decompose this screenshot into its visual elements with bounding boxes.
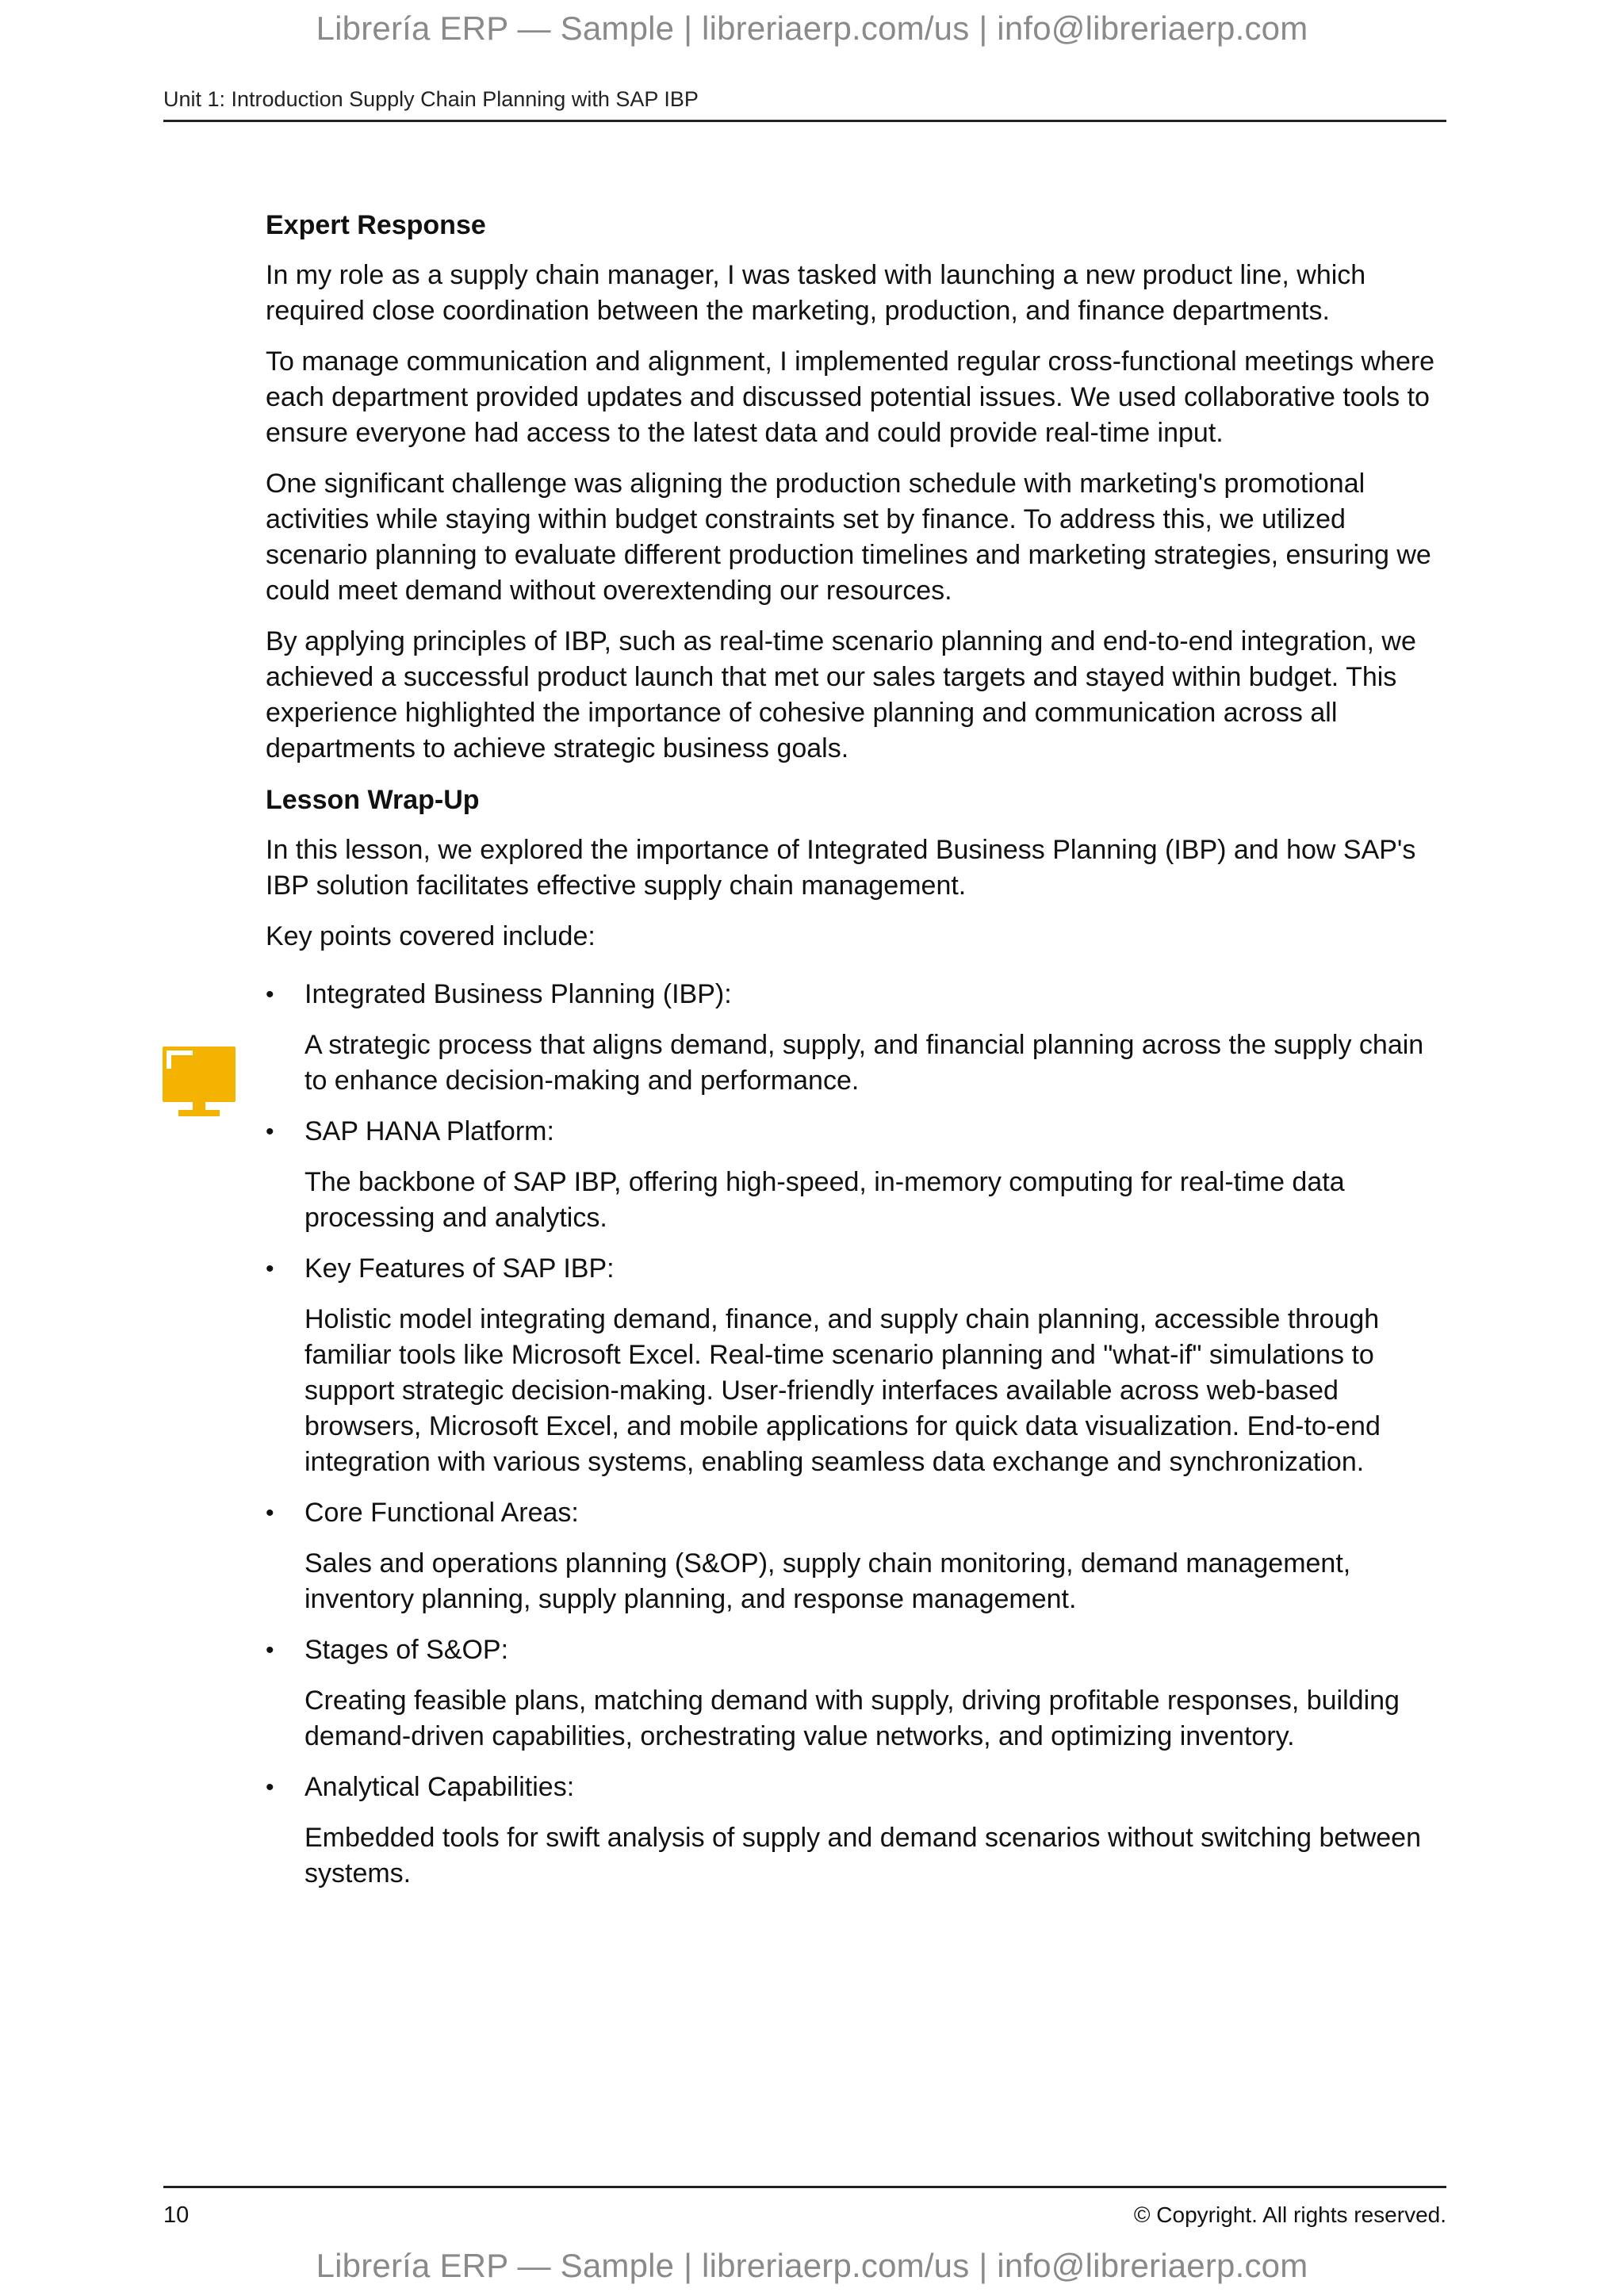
key-point-title: Analytical Capabilities: (304, 1772, 575, 1802)
key-point-description: Sales and operations planning (S&OP), supply chain monitoring, demand management, inventory planning, supply planning, and response management. (304, 1548, 1351, 1614)
list-item (266, 1770, 1447, 1892)
key-point-title: Key Features of SAP IBP: (304, 1253, 615, 1284)
wrap-up-intro: In this lesson, we explored the importance of Integrated Business Planning (IBP) and how SAP's IBP solution facilitates effective supply chain management. (266, 835, 1416, 901)
bullet: • (266, 1500, 274, 1526)
monitor-icon (161, 1045, 237, 1121)
key-points-list (266, 977, 1447, 1892)
key-point-description: The backbone of SAP IBP, offering high-speed, in-memory computing for real-time data processing and analytics. (304, 1167, 1345, 1233)
copyright-notice: © Copyright. All rights reserved. (1133, 2202, 1446, 2227)
list-item (266, 1495, 1447, 1617)
footer-divider (163, 2186, 1446, 2188)
bullet: • (266, 982, 274, 1008)
key-point-title: Core Functional Areas: (304, 1498, 579, 1528)
key-point-title: Integrated Business Planning (IBP): (304, 979, 732, 1009)
bullet: • (266, 1637, 274, 1663)
key-point-description: A strategic process that aligns demand, supply, and financial planning across the supply chain to enhance decision-making and performance. (304, 1030, 1424, 1096)
key-point-title: SAP HANA Platform: (304, 1116, 554, 1146)
bullet: • (266, 1119, 274, 1145)
key-point-title: Stages of S&OP: (304, 1635, 509, 1665)
expert-response-paragraph: To manage communication and alignment, I implemented regular cross-functional meetings where each department provided updates and discussed potential issues. We used collaborative tools to ensure everyone had access to the latest data and could provide real-time input. (266, 346, 1435, 448)
key-point-description: Creating feasible plans, matching demand with supply, driving profitable responses, building demand-driven capabilities, orchestrating value networks, and optimizing inventory. (304, 1686, 1400, 1751)
header-divider (163, 120, 1446, 122)
expert-response-heading: Expert Response (266, 210, 486, 240)
key-point-description: Holistic model integrating demand, finance, and supply chain planning, accessible through familiar tools like Microsoft Excel. Real-time scenario planning and "what-if" simulations to support strategic decision-making. User-friendly interfaces available across web-based browsers, Microsoft Excel, and mobile applications for quick data visualization. End-to-end integration with various systems, enabling seamless data exchange and synchronization. (304, 1304, 1381, 1477)
list-item (266, 1114, 1447, 1236)
page-number: 10 (163, 2202, 190, 2228)
watermark-top: Librería ERP — Sample | libreriaerp.com/us | info@libreriaerp.com (316, 10, 1308, 47)
expert-response-paragraph: In my role as a supply chain manager, I was tasked with launching a new product line, which required close coordination between the marketing, production, and finance departments. (266, 260, 1366, 326)
bullet: • (266, 1774, 274, 1800)
bullet: • (266, 1256, 274, 1282)
list-item (266, 1251, 1447, 1480)
expert-response-paragraph: One significant challenge was aligning the production schedule with marketing's promotional activities while staying within budget constraints set by finance. To address this, we utilized scenario planning to evaluate different production timelines and marketing strategies, ensuring we could meet demand without overextending our resources. (266, 469, 1431, 606)
running-header: Unit 1: Introduction Supply Chain Planning with SAP IBP (163, 87, 699, 111)
list-item (266, 977, 1447, 1099)
lesson-wrap-up-heading: Lesson Wrap-Up (266, 785, 480, 815)
key-point-description: Embedded tools for swift analysis of supply and demand scenarios without switching between systems. (304, 1823, 1421, 1888)
key-points-label: Key points covered include: (266, 921, 596, 951)
main-content (266, 208, 1447, 1907)
expert-response-paragraph: By applying principles of IBP, such as real-time scenario planning and end-to-end integration, we achieved a successful product launch that met our sales targets and stayed within budget. This experience highlighted the importance of cohesive planning and communication across all departments to achieve strategic business goals. (266, 626, 1416, 763)
watermark-bottom: Librería ERP — Sample | libreriaerp.com/us | info@libreriaerp.com (316, 2247, 1308, 2284)
list-item (266, 1632, 1447, 1755)
